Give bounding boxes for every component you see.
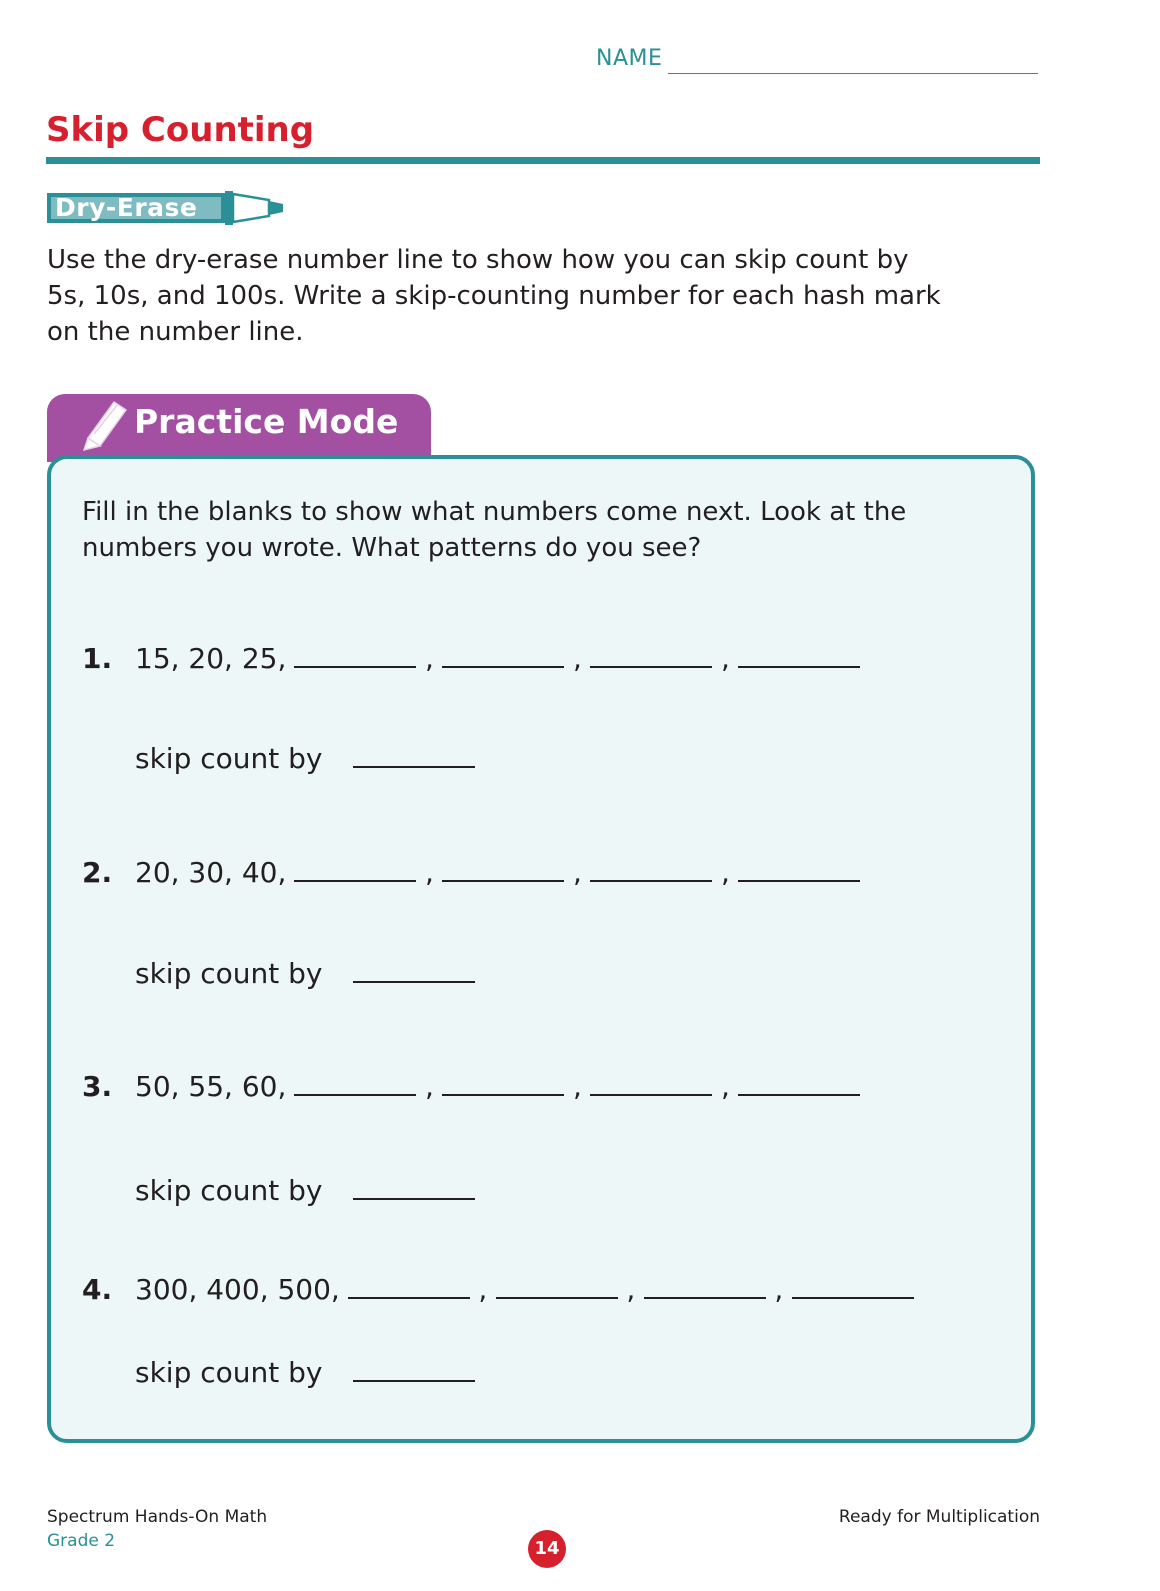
answer-blank[interactable] [294,636,416,668]
problem-number: 1. [82,642,113,675]
answer-blank[interactable] [738,636,860,668]
name-label: NAME [596,46,663,71]
answer-blank[interactable] [442,1064,564,1096]
answer-blank[interactable] [590,1064,712,1096]
comma: , [572,856,582,889]
dry-erase-badge [47,190,297,226]
comma: , [478,1273,488,1306]
comma: , [424,642,434,675]
skip-count-blank[interactable] [353,951,475,983]
footer-grade: Grade 2 [47,1531,116,1551]
problem-2 [82,850,860,890]
answer-blank[interactable] [738,1064,860,1096]
problem-sequence: 50, 55, 60, [135,1070,287,1103]
comma: , [572,642,582,675]
comma: , [424,856,434,889]
answer-blank[interactable] [294,1064,416,1096]
pencil-icon [80,398,130,452]
skip-count-row-3 [135,1168,475,1211]
problem-3 [82,1064,860,1104]
answer-blank[interactable] [442,636,564,668]
skip-count-blank[interactable] [353,1350,475,1382]
practice-mode-label: Practice Mode [134,402,399,441]
dry-erase-label: Dry-Erase [55,193,198,222]
comma: , [720,856,730,889]
answer-blank[interactable] [294,850,416,882]
answer-blank[interactable] [442,850,564,882]
page-number-badge: 14 [528,1530,566,1568]
skip-count-row-1 [135,736,475,779]
problem-number: 2. [82,856,113,889]
problem-number: 4. [82,1273,113,1306]
footer-section: Ready for Multiplication [838,1507,1040,1527]
comma: , [424,1070,434,1103]
answer-blank[interactable] [590,636,712,668]
answer-blank[interactable] [738,850,860,882]
answer-blank[interactable] [792,1267,914,1299]
skip-count-label: skip count by [135,1356,323,1389]
title-divider [46,157,1040,164]
skip-count-row-2 [135,951,475,994]
skip-count-label: skip count by [135,957,323,990]
answer-blank[interactable] [348,1267,470,1299]
comma: , [774,1273,784,1306]
problem-1 [82,636,860,676]
answer-blank[interactable] [644,1267,766,1299]
skip-count-label: skip count by [135,1174,323,1207]
answer-blank[interactable] [590,850,712,882]
comma: , [720,642,730,675]
problem-sequence: 20, 30, 40, [135,856,287,889]
skip-count-row-4 [135,1350,475,1393]
comma: , [572,1070,582,1103]
footer-book-title: Spectrum Hands-On Math [47,1507,268,1527]
comma: , [626,1273,636,1306]
page-title: Skip Counting [46,110,315,150]
problem-sequence: 300, 400, 500, [135,1273,340,1306]
comma: , [720,1070,730,1103]
skip-count-blank[interactable] [353,736,475,768]
name-field[interactable] [668,73,1038,74]
skip-count-blank[interactable] [353,1168,475,1200]
problem-4 [82,1267,914,1307]
instructions: Use the dry-erase number line to show how you can skip count by 5s, 10s, and 100s. Write a skip-counting number for each hash mark on the number line. [47,245,941,347]
answer-blank[interactable] [496,1267,618,1299]
problem-sequence: 15, 20, 25, [135,642,287,675]
problem-number: 3. [82,1070,113,1103]
skip-count-label: skip count by [135,742,323,775]
practice-instructions: Fill in the blanks to show what numbers come next. Look at the numbers you wrote. What patterns do you see? [82,497,907,563]
